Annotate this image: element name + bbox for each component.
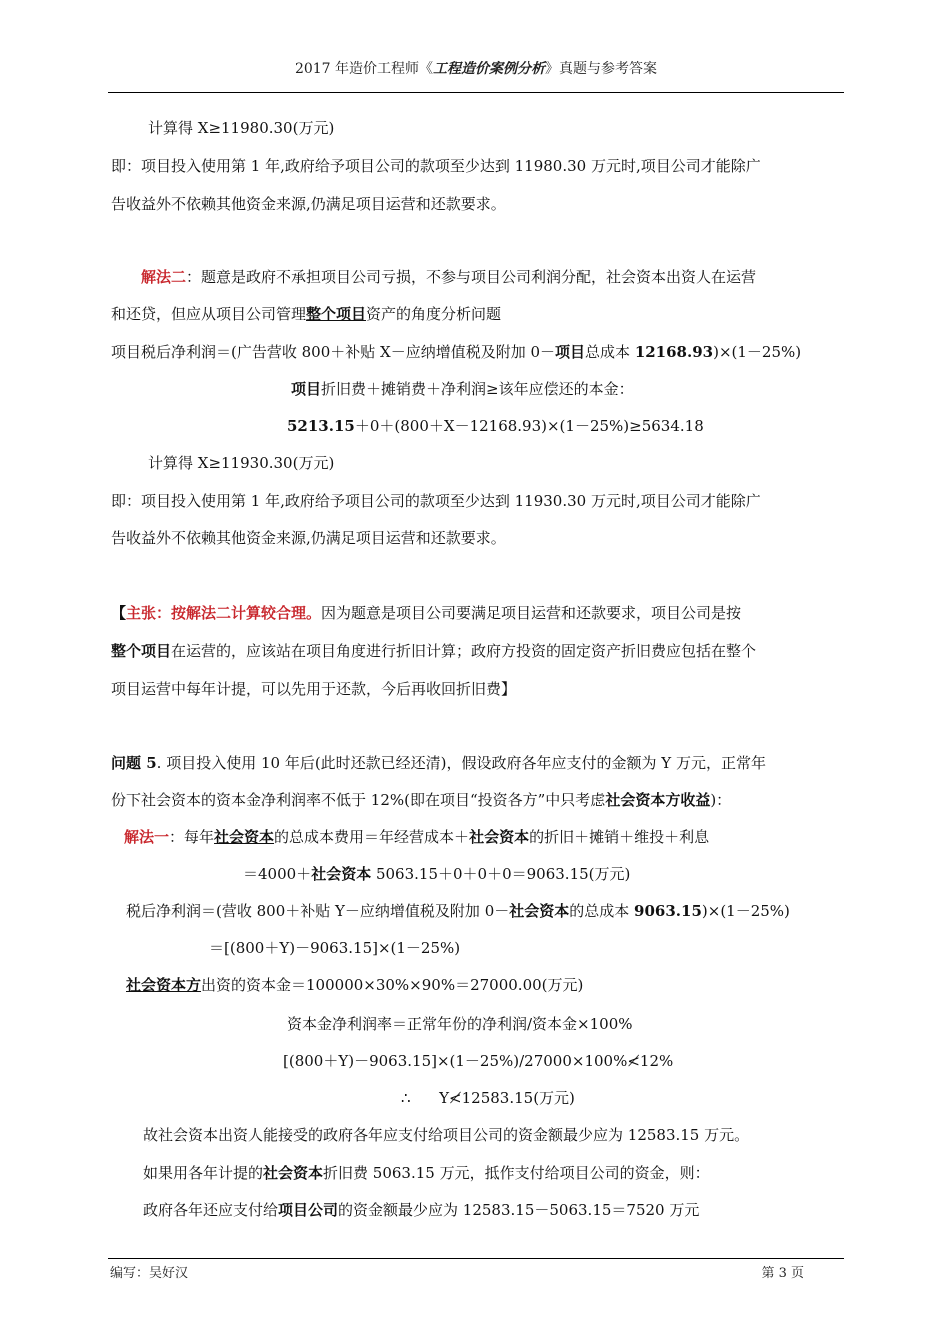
q5-return-rate-inequality: [(800＋Y)－9063.15]×(1－25%)/27000×100%≮12%: [283, 1052, 674, 1070]
m2-intro-line1: 解法二：题意是政府不承担项目公司亏损，不参与项目公司利润分配，社会资本出资人在运营: [141, 268, 757, 286]
q5-s1-cost-value: ＝4000＋社会资本 5063.15＋0＋0＋0＝9063.15(万元): [243, 865, 631, 883]
m1-result: 计算得 X≥11980.30(万元): [148, 119, 335, 137]
m2-label: 解法二: [141, 268, 187, 286]
page-footer: [108, 1258, 844, 1281]
m2-result: 计算得 X≥11930.30(万元): [148, 454, 335, 472]
q5-capital: 社会资本方出资的资本金＝100000×30%×90%＝27000.00(万元): [126, 976, 584, 994]
q5-net-profit-value: ＝[(800＋Y)－9063.15]×(1－25%): [209, 939, 461, 957]
m2-intro-line2: 和还贷，但应从项目公司管理整个项目资产的角度分析问题: [111, 305, 502, 323]
m2-conclusion-line1: 即：项目投入使用第 1 年,政府给予项目公司的款项至少达到 11930.30 万元时,项目公司才能除广: [111, 492, 761, 510]
m1-conclusion-line1: 即：项目投入使用第 1 年,政府给予项目公司的款项至少达到 11980.30 万元时,项目公司才能除广: [111, 157, 761, 175]
q5-conclusion: 故社会资本出资人能接受的政府各年应支付给项目公司的资金额最少应为 12583.15 万元。: [143, 1126, 750, 1144]
q5-net-profit-formula: 税后净利润＝(营收 800＋补贴 Y－应纳增值税及附加 0－社会资本的总成本 9063.15)×(1－25%): [126, 902, 790, 920]
q5-final-amount: 政府各年还应支付给项目公司的资金额最少应为 12583.15－5063.15＝7520 万元: [143, 1201, 700, 1219]
header-book-title: 工程造价案例分析: [433, 61, 546, 77]
q5-line2: 份下社会资本的资本金净利润率不低于 12%(即在项目“投资各方”中只考虑社会资本方收益)：: [111, 791, 732, 809]
footer-author: 编写：吴好汉: [110, 1266, 189, 1281]
m2-condition: 项目折旧费＋摊销费＋净利润≥该年应偿还的本金：: [291, 380, 634, 398]
m2-net-profit-formula: 项目税后净利润＝(广告营收 800＋补贴 X－应纳增值税及附加 0－项目总成本 12168.93)×(1－25%): [111, 343, 802, 361]
q5-title: 问题 5: [111, 754, 157, 772]
claim-line1: 【主张：按解法二计算较合理。因为题意是项目公司要满足项目运营和还款要求，项目公司是按: [111, 604, 742, 622]
q5-s1-label: 解法一: [124, 828, 170, 846]
claim-line3: 项目运营中每年计提，可以先用于还款，今后再收回折旧费】: [111, 680, 517, 698]
header-suffix: 》真题与参考答案: [545, 61, 658, 77]
m1-conclusion-line2: 告收益外不依赖其他资金来源,仍满足项目运营和还款要求。: [111, 195, 506, 213]
q5-y-result: ∴ Y≮12583.15(万元): [401, 1089, 575, 1107]
q5-line1: 问题 5. 项目投入使用 10 年后(此时还款已经还清)，假设政府各年应支付的金额为 Y 万元，正常年: [111, 754, 766, 772]
footer-page-number: 第 3 页: [761, 1266, 804, 1281]
q5-depreciation-note: 如果用各年计提的社会资本折旧费 5063.15 万元，抵作支付给项目公司的资金，则：: [143, 1164, 710, 1182]
m2-inequality: 5213.15＋0＋(800＋X－12168.93)×(1－25%)≥5634.18: [287, 417, 704, 435]
q5-return-rate-formula: 资本金净利润率＝正常年份的净利润/资本金×100%: [287, 1015, 633, 1033]
m2-conclusion-line2: 告收益外不依赖其他资金来源,仍满足项目运营和还款要求。: [111, 529, 506, 547]
header-prefix: 2017 年造价工程师《: [294, 61, 434, 77]
claim-line2: 整个项目在运营的，应该站在项目角度进行折旧计算；政府方投资的固定资产折旧费应包括在整个: [111, 642, 757, 660]
q5-s1-cost-formula: 解法一：每年社会资本的总成本费用＝年经营成本＋社会资本的折旧＋摊销＋维投＋利息: [124, 828, 710, 846]
page-header: [108, 58, 844, 93]
